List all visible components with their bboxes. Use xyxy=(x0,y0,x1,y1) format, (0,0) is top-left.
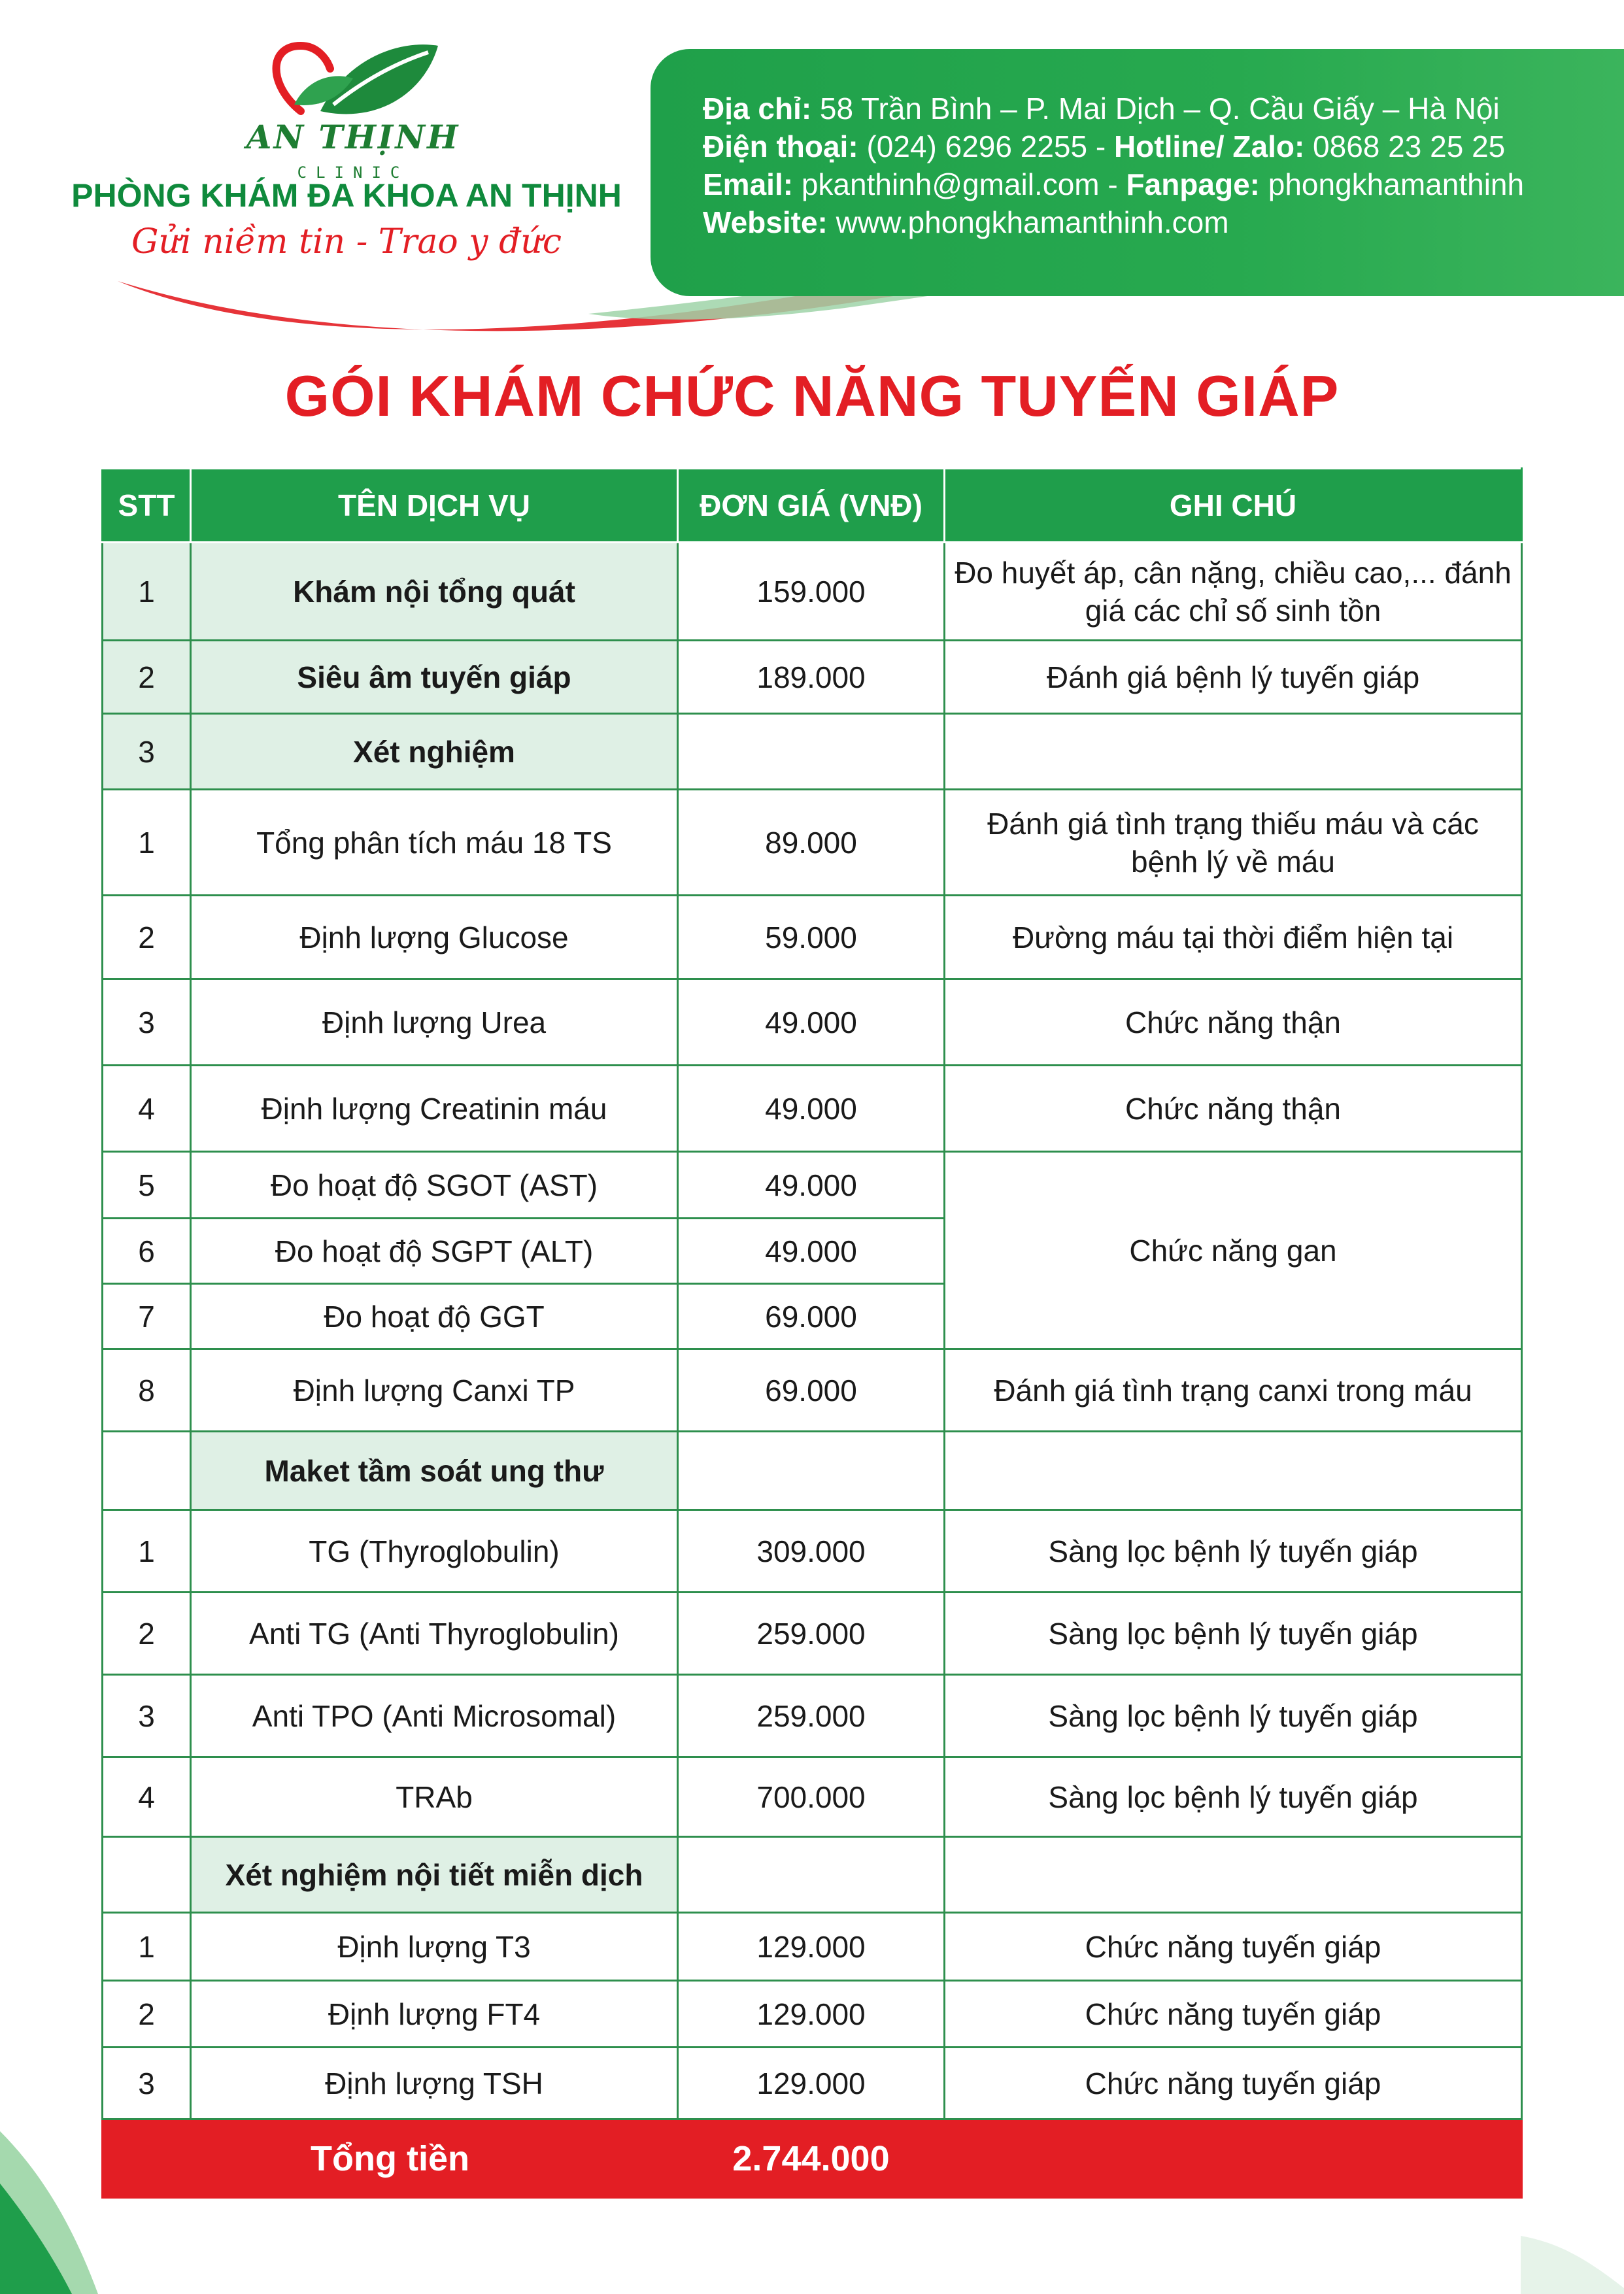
row-price: 49.000 xyxy=(678,1066,945,1152)
row-stt xyxy=(103,1837,191,1913)
table-row xyxy=(103,790,1522,896)
row-price: 49.000 xyxy=(678,1219,945,1284)
row-stt: 1 xyxy=(103,790,191,896)
row-price: 259.000 xyxy=(678,1593,945,1675)
table-row xyxy=(103,1675,1522,1757)
row-service-name: Xét nghiệm xyxy=(191,714,678,790)
website-value: www.phongkhamanthinh.com xyxy=(827,205,1229,239)
row-note: Chức năng tuyến giáp xyxy=(945,2048,1522,2119)
fanpage-value: phongkhamanthinh xyxy=(1259,167,1525,201)
phone-value: (024) 6296 2255 - xyxy=(858,129,1114,163)
table-row xyxy=(103,1432,1522,1510)
row-service-name: Định lượng Canxi TP xyxy=(191,1349,678,1432)
table-row xyxy=(103,641,1522,714)
row-stt: 1 xyxy=(103,1913,191,1981)
row-note: Đánh giá bệnh lý tuyến giáp xyxy=(945,641,1522,714)
row-price: 129.000 xyxy=(678,2048,945,2119)
row-stt: 3 xyxy=(103,2048,191,2119)
header-stt: STT xyxy=(103,469,191,543)
contact-info-box xyxy=(651,49,1624,296)
row-note: Chức năng thận xyxy=(945,979,1522,1066)
row-service-name: Định lượng Creatinin máu xyxy=(191,1066,678,1152)
bottom-wave-decoration xyxy=(0,2092,1624,2294)
table-row xyxy=(103,1349,1522,1432)
row-service-name: Định lượng TSH xyxy=(191,2048,678,2119)
row-price xyxy=(678,1432,945,1510)
row-price: 129.000 xyxy=(678,1913,945,1981)
website-line xyxy=(703,203,1524,241)
row-stt: 2 xyxy=(103,896,191,979)
address-line xyxy=(703,90,1524,127)
row-service-name: Xét nghiệm nội tiết miễn dịch xyxy=(191,1837,678,1913)
table-row xyxy=(103,1981,1522,2048)
row-stt: 8 xyxy=(103,1349,191,1432)
row-note: Chức năng tuyến giáp xyxy=(945,1981,1522,2048)
address-label: Địa chỉ: xyxy=(703,92,812,126)
row-note xyxy=(945,714,1522,790)
row-service-name: TRAb xyxy=(191,1757,678,1837)
row-stt: 7 xyxy=(103,1284,191,1349)
row-stt: 3 xyxy=(103,714,191,790)
row-note xyxy=(945,1837,1522,1913)
row-service-name: Định lượng T3 xyxy=(191,1913,678,1981)
row-note: Chức năng tuyến giáp xyxy=(945,1913,1522,1981)
table-row xyxy=(103,1510,1522,1593)
row-stt: 1 xyxy=(103,543,191,641)
email-label: Email: xyxy=(703,167,794,201)
row-service-name: Đo hoạt độ SGOT (AST) xyxy=(191,1152,678,1219)
row-price: 159.000 xyxy=(678,543,945,641)
row-price xyxy=(678,1837,945,1913)
row-note: Sàng lọc bệnh lý tuyến giáp xyxy=(945,1757,1522,1837)
row-service-name: Định lượng Glucose xyxy=(191,896,678,979)
table-row xyxy=(103,1837,1522,1913)
logo-brand-text: AN THỊNH xyxy=(246,118,460,156)
phone-line xyxy=(703,127,1524,165)
header-price: ĐƠN GIÁ (VNĐ) xyxy=(678,469,945,543)
logo-sub-text: CLINIC xyxy=(297,163,409,182)
table-row xyxy=(103,979,1522,1066)
row-note: Đánh giá tình trạng canxi trong máu xyxy=(945,1349,1522,1432)
row-price: 189.000 xyxy=(678,641,945,714)
hotline-label: Hotline/ Zalo: xyxy=(1113,129,1305,163)
address-value: 58 Trần Bình – P. Mai Dịch – Q. Cầu Giấy – Hà Nội xyxy=(811,92,1500,126)
row-stt: 1 xyxy=(103,1510,191,1593)
page-title: GÓI KHÁM CHỨC NĂNG TUYẾN GIÁP xyxy=(284,363,1340,428)
row-price: 259.000 xyxy=(678,1675,945,1757)
fanpage-label: Fanpage: xyxy=(1126,167,1260,201)
row-price: 309.000 xyxy=(678,1510,945,1593)
row-price: 49.000 xyxy=(678,1152,945,1219)
row-stt: 3 xyxy=(103,979,191,1066)
row-stt: 3 xyxy=(103,1675,191,1757)
row-service-name: Định lượng FT4 xyxy=(191,1981,678,2048)
row-service-name: Tổng phân tích máu 18 TS xyxy=(191,790,678,896)
row-stt: 4 xyxy=(103,1757,191,1837)
table-row xyxy=(103,1066,1522,1152)
row-note: Sàng lọc bệnh lý tuyến giáp xyxy=(945,1675,1522,1757)
clinic-name: PHÒNG KHÁM ĐA KHOA AN THỊNH xyxy=(71,177,622,214)
row-service-name: Maket tầm soát ung thư xyxy=(191,1432,678,1510)
row-service-name: Khám nội tổng quát xyxy=(191,543,678,641)
email-line xyxy=(703,165,1524,203)
row-price: 69.000 xyxy=(678,1284,945,1349)
email-value: pkanthinh@gmail.com - xyxy=(793,167,1126,201)
row-service-name: Đo hoạt độ GGT xyxy=(191,1284,678,1349)
total-value: 2.744.000 xyxy=(678,2119,945,2198)
row-service-name: Định lượng Urea xyxy=(191,979,678,1066)
row-note: Sàng lọc bệnh lý tuyến giáp xyxy=(945,1510,1522,1593)
row-note: Đường máu tại thời điểm hiện tại xyxy=(945,896,1522,979)
price-table xyxy=(101,467,1523,2199)
row-price: 49.000 xyxy=(678,979,945,1066)
phone-label: Điện thoại: xyxy=(703,129,858,163)
row-service-name: Siêu âm tuyến giáp xyxy=(191,641,678,714)
row-stt: 5 xyxy=(103,1152,191,1219)
table-row xyxy=(103,1913,1522,1981)
row-note: Chức năng thận xyxy=(945,1066,1522,1152)
header-service-name: TÊN DỊCH VỤ xyxy=(191,469,678,543)
row-service-name: TG (Thyroglobulin) xyxy=(191,1510,678,1593)
clinic-logo xyxy=(39,26,628,314)
row-stt xyxy=(103,1432,191,1510)
row-service-name: Anti TPO (Anti Microsomal) xyxy=(191,1675,678,1757)
row-price: 89.000 xyxy=(678,790,945,896)
table-row xyxy=(103,896,1522,979)
row-stt: 4 xyxy=(103,1066,191,1152)
hotline-value: 0868 23 25 25 xyxy=(1304,129,1506,163)
row-stt: 2 xyxy=(103,1981,191,2048)
row-note xyxy=(945,1432,1522,1510)
row-price xyxy=(678,714,945,790)
table-row xyxy=(103,543,1522,641)
row-service-name: Anti TG (Anti Thyroglobulin) xyxy=(191,1593,678,1675)
row-note: Sàng lọc bệnh lý tuyến giáp xyxy=(945,1593,1522,1675)
row-note-liver: Chức năng gan xyxy=(945,1152,1522,1349)
header-note: GHI CHÚ xyxy=(945,469,1522,543)
row-price: 700.000 xyxy=(678,1757,945,1837)
table-row xyxy=(103,714,1522,790)
row-price: 69.000 xyxy=(678,1349,945,1432)
row-stt: 2 xyxy=(103,1593,191,1675)
table-header-row xyxy=(103,469,1522,543)
row-note: Đo huyết áp, cân nặng, chiều cao,... đánh giá các chỉ số sinh tồn xyxy=(945,543,1522,641)
row-price: 129.000 xyxy=(678,1981,945,2048)
heart-leaf-logo-icon xyxy=(255,33,451,131)
table-row xyxy=(103,1593,1522,1675)
row-stt: 6 xyxy=(103,1219,191,1284)
row-price: 59.000 xyxy=(678,896,945,979)
row-stt: 2 xyxy=(103,641,191,714)
row-service-name: Đo hoạt độ SGPT (ALT) xyxy=(191,1219,678,1284)
table-row xyxy=(103,1152,1522,1219)
table-row xyxy=(103,1757,1522,1837)
website-label: Website: xyxy=(703,205,828,239)
clinic-slogan: Gửi niềm tin - Trao y đức xyxy=(131,222,562,261)
row-note: Đánh giá tình trạng thiếu máu và các bệnh lý về máu xyxy=(945,790,1522,896)
total-label: Tổng tiền xyxy=(103,2119,678,2198)
